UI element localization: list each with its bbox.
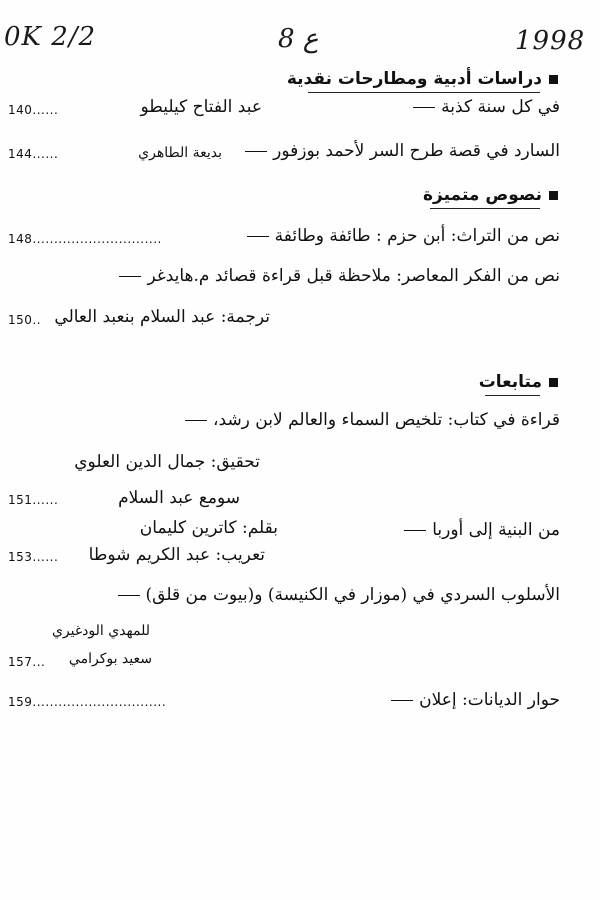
heading-underline: [485, 395, 540, 396]
dash-marker: [404, 530, 426, 531]
toc-entry-author: سومع عبد السلام: [118, 488, 240, 508]
dash-marker: [119, 276, 141, 277]
handwritten-year: 1998: [515, 26, 586, 56]
toc-entry-author: للمهدي الودغيري: [51, 623, 150, 639]
page-number: 150..: [8, 313, 42, 327]
page-number: 148..............................: [8, 232, 162, 246]
page-number: 159...............................: [8, 695, 167, 709]
dash-marker: [391, 700, 413, 701]
toc-entry-author: بقلم: كاترين كليمان: [139, 518, 278, 538]
section-heading-follow-ups: متابعات: [479, 372, 558, 392]
toc-entry-title: حوار الديانات: إعلان: [391, 690, 560, 710]
page-number: 140......: [8, 103, 59, 117]
handwritten-issue-note: 8 ع: [278, 24, 319, 54]
toc-entry-title: نص من الفكر المعاصر: ملاحظة قبل قراءة قصائد م.هايدغر: [119, 266, 560, 286]
dash-marker: [118, 595, 140, 596]
toc-entry-author: سعيد بوكرامي: [68, 651, 152, 667]
section-heading-featured-texts: نصوص متميزة: [423, 185, 558, 205]
page-number: 144......: [8, 147, 59, 161]
toc-entry-translator: تعريب: عبد الكريم شوطا: [88, 545, 265, 565]
dash-marker: [245, 151, 267, 152]
toc-entry-author: بديعة الطاهري: [138, 145, 222, 161]
page-number: 157...: [8, 655, 46, 669]
toc-entry-title: في كل سنة كذبة: [413, 97, 560, 117]
toc-entry-title: قراءة في كتاب: تلخيص السماء والعالم لابن رشد،: [185, 410, 560, 430]
dash-marker: [413, 107, 435, 108]
page-number: 153......: [8, 550, 59, 564]
heading-underline: [308, 92, 540, 93]
section-heading-literary-studies: دراسات أدبية ومطارحات نقدية: [287, 69, 558, 89]
square-bullet-icon: [549, 378, 558, 387]
square-bullet-icon: [549, 191, 558, 200]
square-bullet-icon: [549, 75, 558, 84]
toc-entry-title: نص من التراث: أبن حزم : طائفة وطائفة: [247, 226, 560, 246]
handwritten-ok-note: 0K 2/2: [4, 22, 97, 52]
toc-entry-title: من البنية إلى أوربا: [404, 520, 560, 540]
heading-underline: [430, 208, 540, 209]
toc-entry-editor: تحقيق: جمال الدين العلوي: [74, 452, 260, 472]
toc-entry-title: الأسلوب السردي في (موزار في الكنيسة) و(بيوت من قلق): [118, 585, 560, 605]
dash-marker: [247, 236, 269, 237]
toc-entry-translator: ترجمة: عبد السلام بنعبد العالي: [54, 307, 270, 327]
toc-entry-title: السارد في قصة طرح السر لأحمد بوزفور: [245, 141, 560, 161]
dash-marker: [185, 420, 207, 421]
toc-entry-author: عبد الفتاح كيليطو: [140, 97, 262, 117]
page-number: 151......: [8, 493, 59, 507]
